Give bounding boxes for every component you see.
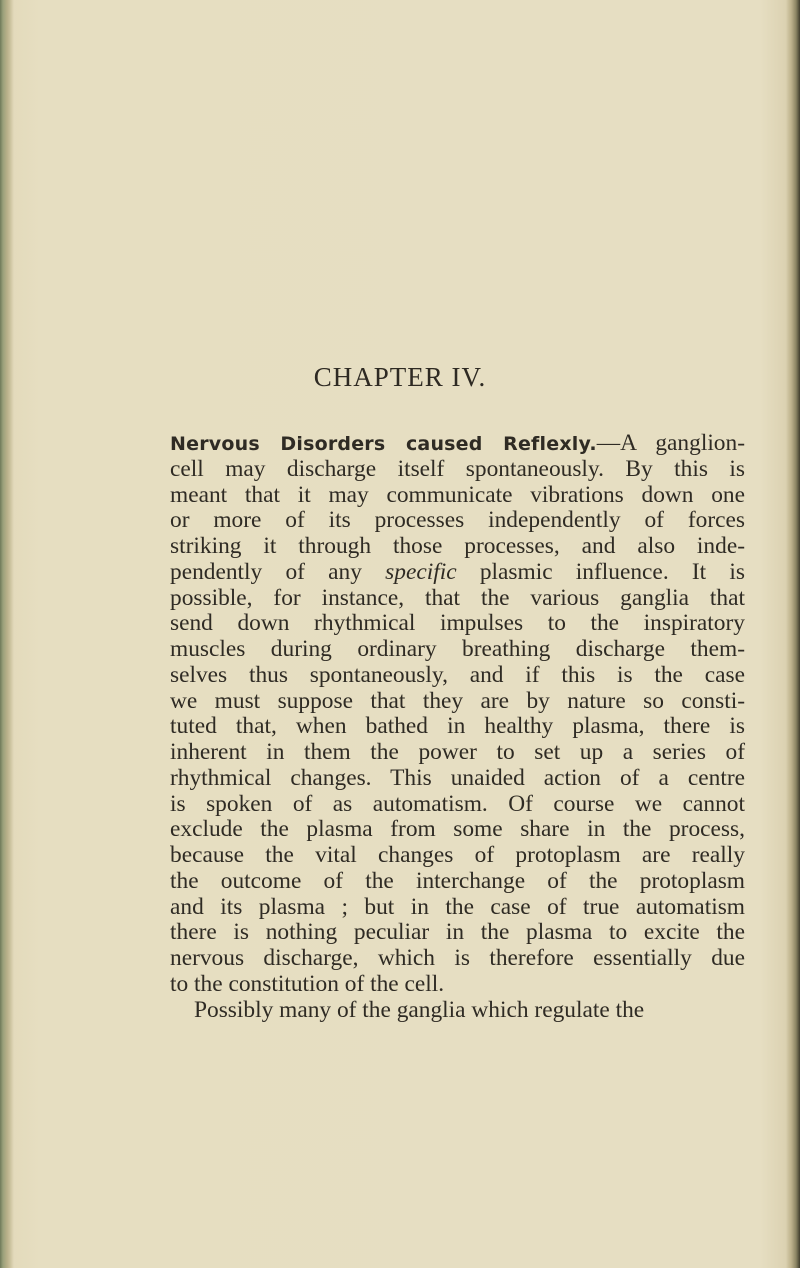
text-line-6: pendently of any specific plasmic influence. It is: [170, 558, 745, 585]
text-line-17: because the vital changes of protoplasm are really: [170, 842, 745, 868]
text-line-20: there is nothing peculiar in the plasma to excite the: [170, 919, 745, 946]
text-line-19: and its plasma ; but in the case of true automatism: [170, 893, 745, 920]
text-line-21: nervous discharge, which is therefore essentially due: [170, 945, 745, 971]
text-line-10: selves thus spontaneously, and if this is the case: [170, 661, 745, 688]
page-binding-edge-left: [0, 0, 14, 1268]
text-line-12: tuted that, when bathed in healthy plasma, there is: [170, 713, 745, 740]
text-line-16: exclude the plasma from some share in the process,: [170, 816, 745, 843]
text-line-1: Nervous Disorders caused Reflexly.—A ganglion-: [170, 430, 745, 456]
chapter-heading: CHAPTER IV.: [313, 362, 487, 392]
text-line-22: to the constitution of the cell.: [170, 970, 445, 997]
text-line-4: or more of its processes independently of forces: [170, 507, 745, 534]
text-line-2: cell may discharge itself spontaneously. By this is: [170, 455, 745, 482]
italic-word: specific: [385, 558, 457, 585]
next-paragraph-line: Possibly many of the ganglia which regulate the: [194, 996, 645, 1023]
text-line-14: rhythmical changes. This unaided action of a centre: [170, 764, 745, 791]
text-line-13: inherent in them the power to set up a series of: [170, 739, 745, 765]
text-line-5: striking it through those processes, and also inde-: [170, 533, 745, 559]
text-line-15: is spoken of as automatism. Of course we cannot: [170, 790, 745, 817]
text-line-3: meant that it may communicate vibrations down one: [170, 481, 745, 508]
text-line-7: possible, for instance, that the various ganglia that: [170, 584, 745, 611]
text-line-8: send down rhythmical impulses to the inspiratory: [170, 610, 745, 637]
chapter-body: [170, 431, 745, 1023]
faint-stamp-mark: [405, 130, 465, 144]
text-line-11: we must suppose that they are by nature so consti-: [170, 687, 745, 714]
page-binding-edge-right: [786, 0, 800, 1268]
text-line-9: muscles during ordinary breathing discharge them-: [170, 636, 745, 662]
run-in-section-heading: Nervous Disorders caused Reflexly.: [170, 433, 597, 455]
text-line-18: the outcome of the interchange of the protoplasm: [170, 867, 745, 894]
